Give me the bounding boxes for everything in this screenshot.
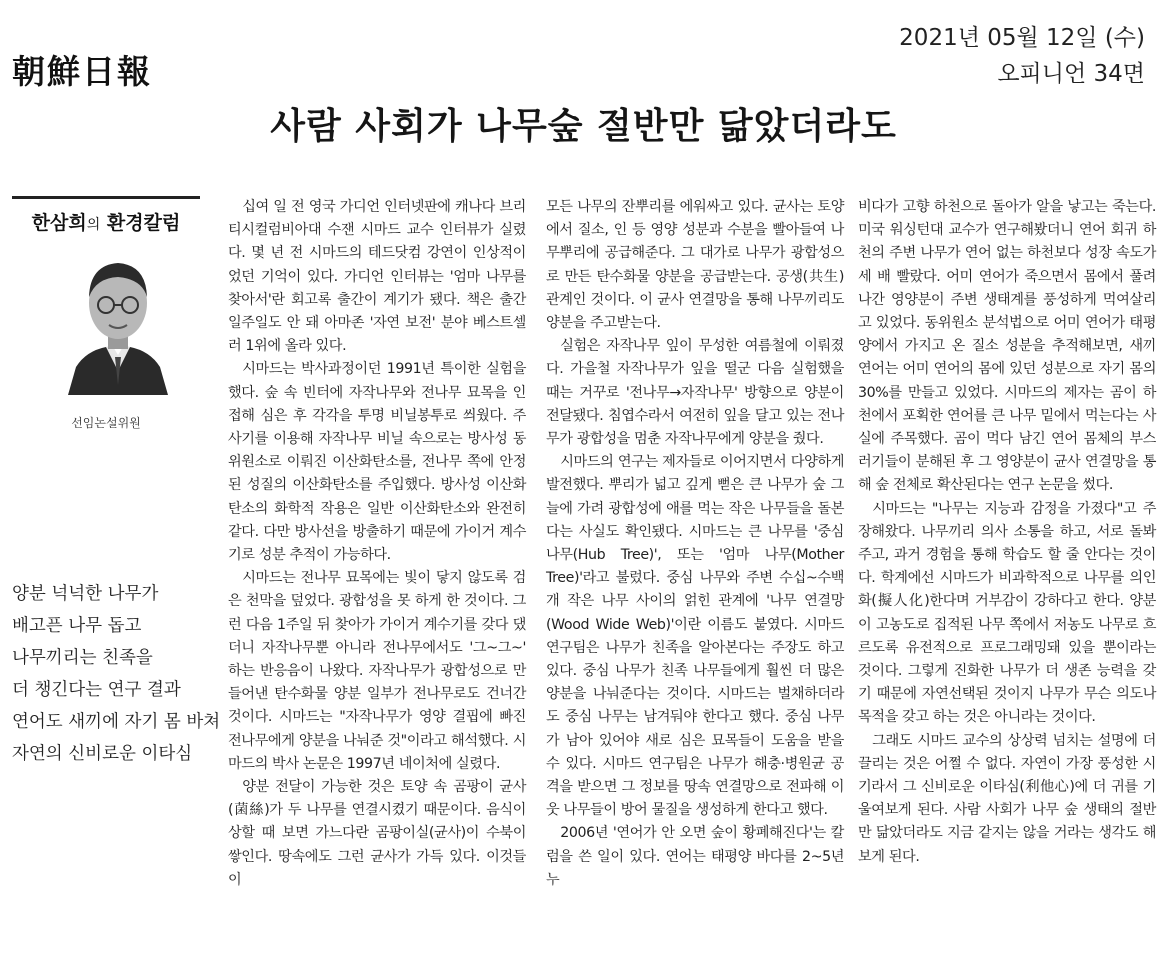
paragraph: 실험은 자작나무 잎이 무성한 여름철에 이뤄졌다. 가을철 자작나무가 잎을 떨군 다음 실험했을 때는 거꾸로 '전나무→자작나무' 방향으로 양분이 전달됐다. 침엽수라서 여전히 잎을 달고 있는 전나무가 광합성을 멈춘 자작나무에게 양분을 줬다. xyxy=(546,338,844,448)
column-rule xyxy=(12,196,200,199)
pull-quote-line: 연어도 새끼에 자기 몸 바쳐 xyxy=(12,712,221,732)
paragraph: 시마드의 연구는 제자들로 이어지면서 다양하게 발전했다. 뿌리가 넓고 깊게 뻗은 큰 나무가 숲 그늘에 가려 광합성에 애를 먹는 작은 나무들을 돌본다는 사실도 확인됐다. 시마드는 큰 나무를 '중심 나무(Hub Tree)', 또는 '엄마 나무(Mother Tree)'라고 불렀다. 중심 나무와 주변 수십~수백 개 작은 나무 사이의 얽힌 관계에 '나무 연결망(Wood Wide Web)'이란 이름도 붙였다. 시마드 연구팀은 나무가 친족을 알아본다는 주장도 하고 있다. 중심 나무가 친족 나무들에게 훨씬 더 많은 양분을 나눠준다는 것이다. 시마드는 벌채하더라도 중심 나무는 남겨둬야 한다고 했다. 중심 나무가 남아 있어야 새로 심은 묘목들이 도움을 받을 수 있다. 시마드 연구팀은 나무가 해충·병원균 공격을 받으면 그 정보를 땅속 연결망으로 전파해 이웃 나무들이 방어 물질을 생성하게 한다고 했다. xyxy=(546,454,844,819)
pull-quote-line: 배고픈 나무 돕고 xyxy=(12,616,142,636)
paragraph: 양분 전달이 가능한 것은 토양 속 곰팡이 균사(菌絲)가 두 나무를 연결시켰기 때문이다. 음식이 상할 때 보면 가느다란 곰팡이실(균사)이 수북이 쌓인다. 땅속에도 그런 균사가 가득 있다. 이것들이 xyxy=(228,779,526,888)
author-name: 한삼희 xyxy=(31,212,87,234)
column-title: 환경칼럼 xyxy=(106,212,181,234)
dateline xyxy=(899,20,1145,92)
author-role-caption: 선임논설위원 xyxy=(71,416,141,430)
pull-quote xyxy=(12,578,221,770)
paragraph: 비다가 고향 하천으로 돌아가 알을 낳고는 죽는다. 미국 워싱턴대 교수가 연구해봤더니 연어 회귀 하천의 주변 나무가 연어 없는 하천보다 성장 속도가 세 배 빨랐다. 어미 연어가 죽으면서 몸에서 풀려나간 영양분이 주변 생태계를 풍성하게 먹여살리고 있었다. 동위원소 분석법으로 어미 연어가 태평양에서 가지고 온 질소 성분을 추적해보면, 새끼 연어는 어미 연어의 몸에 있던 성분으로 자기 몸의 30%를 만들고 있었다. 시마드의 제자는 곰이 하천에서 포획한 연어를 큰 나무 밑에서 먹는다는 사실에 주목했다. 곰이 먹다 남긴 연어 몸체의 부스러기들이 분해된 후 그 영양분이 균사 연결망을 통해 숲 전체로 확산된다는 연구 논문을 썼다. xyxy=(858,199,1156,494)
column-name xyxy=(12,208,200,235)
paragraph: 그래도 시마드 교수의 상상력 넘치는 설명에 더 끌리는 것은 어쩔 수 없다. 자연이 가장 풍성한 시기라서 그 신비로운 이타심(利他心)에 더 귀를 기울여보게 된다. 사람 사회가 나무 숲 생태의 절반만 닮았더라도 지금 같지는 않을 거라는 생각도 해보게 된다. xyxy=(858,732,1156,865)
page-section: 오피니언 34면 xyxy=(997,61,1145,87)
article-headline: 사람 사회가 나무숲 절반만 닮았더라도 xyxy=(270,106,897,147)
paragraph: 시마드는 박사과정이던 1991년 특이한 실험을 했다. 숲 속 빈터에 자작나무와 전나무 묘목을 인접해 심은 후 각각을 투명 비닐봉투로 씌웠다. 주사기를 이용해 자작나무 비닐 속으로는 방사성 동위원소로 이뤄진 이산화탄소를, 전나무 쪽에 안정된 성질의 이산화탄소를 주입했다. 방사성 이산화탄소의 화학적 작용은 일반 이산화탄소와 완전히 같다. 다만 방사선을 방출하기 때문에 가이거 계수기로 성분 추적이 가능하다. xyxy=(228,361,526,564)
author-photo xyxy=(62,245,174,395)
column-connector: 의 xyxy=(86,217,101,233)
body-column-1 xyxy=(228,196,526,892)
paragraph: 모든 나무의 잔뿌리를 에워싸고 있다. 균사는 토양에서 질소, 인 등 영양 성분과 수분을 빨아들여 나무뿌리에 공급해준다. 그 대가로 나무가 광합성으로 만든 탄수화물 양분을 공급받는다. 공생(共生) 관계인 것이다. 이 균사 연결망을 통해 나무끼리도 양분을 주고받는다. xyxy=(546,199,844,332)
pull-quote-line: 자연의 신비로운 이타심 xyxy=(12,744,193,764)
publication-date: 2021년 05월 12일 (수) xyxy=(899,25,1145,51)
newspaper-masthead: 朝鮮日報 xyxy=(12,52,152,91)
body-column-2 xyxy=(546,196,844,892)
body-column-3 xyxy=(858,196,1156,869)
paragraph: 2006년 '연어가 안 오면 숲이 황폐해진다'는 칼럼을 쓴 일이 있다. 연어는 태평양 바다를 2~5년 누 xyxy=(546,825,844,888)
pull-quote-line: 더 챙긴다는 연구 결과 xyxy=(12,680,181,700)
paragraph: 십여 일 전 영국 가디언 인터넷판에 캐나다 브리티시컬럼비아대 수잰 시마드 교수 인터뷰가 실렸다. 몇 년 전 시마드의 테드닷컴 강연이 인상적이었던 기억이 있다. 가디언 인터뷰는 '엄마 나무를 찾아서'란 회고록 출간이 계기가 됐다. 책은 출간 일주일도 안 돼 아마존 '자연 보전' 분야 베스트셀러 1위에 올라 있다. xyxy=(228,199,526,355)
pull-quote-line: 나무끼리는 친족을 xyxy=(12,648,153,668)
pull-quote-line: 양분 넉넉한 나무가 xyxy=(12,584,159,604)
paragraph: 시마드는 "나무는 지능과 감정을 가졌다"고 주장해왔다. 나무끼리 의사 소통을 하고, 서로 돌봐주고, 과거 경험을 통해 학습도 할 줄 안다는 것이다. 학계에선 시마드가 비과학적으로 나무를 의인화(擬人化)한다며 거부감이 강하다고 한다. 양분이 고농도로 집적된 나무 쪽에서 저농도 나무로 흐르도록 유전적으로 프로그래밍돼 있을 뿐이라는 것이다. 그렇게 진화한 나무가 더 생존 능력을 갖기 때문에 자연선택된 것이지 나무가 무슨 의도나 목적을 갖고 하는 것은 아니라는 것이다. xyxy=(858,500,1156,726)
paragraph: 시마드는 전나무 묘목에는 빛이 닿지 않도록 검은 천막을 덮었다. 광합성을 못 하게 한 것이다. 그런 다음 1주일 뒤 찾아가 가이거 계수기를 갖다 댔더니 자작나무뿐 아니라 전나무에서도 '그~그~' 하는 반응음이 나왔다. 자작나무가 광합성으로 만들어낸 탄수화물 양분 일부가 전나무로도 건너간 것이다. 시마드는 "자작나무가 영양 결핍에 빠진 전나무에게 양분을 나눠준 것"이라고 해석했다. 시마드의 박사 논문은 1997년 네이처에 실렸다. xyxy=(228,570,526,772)
